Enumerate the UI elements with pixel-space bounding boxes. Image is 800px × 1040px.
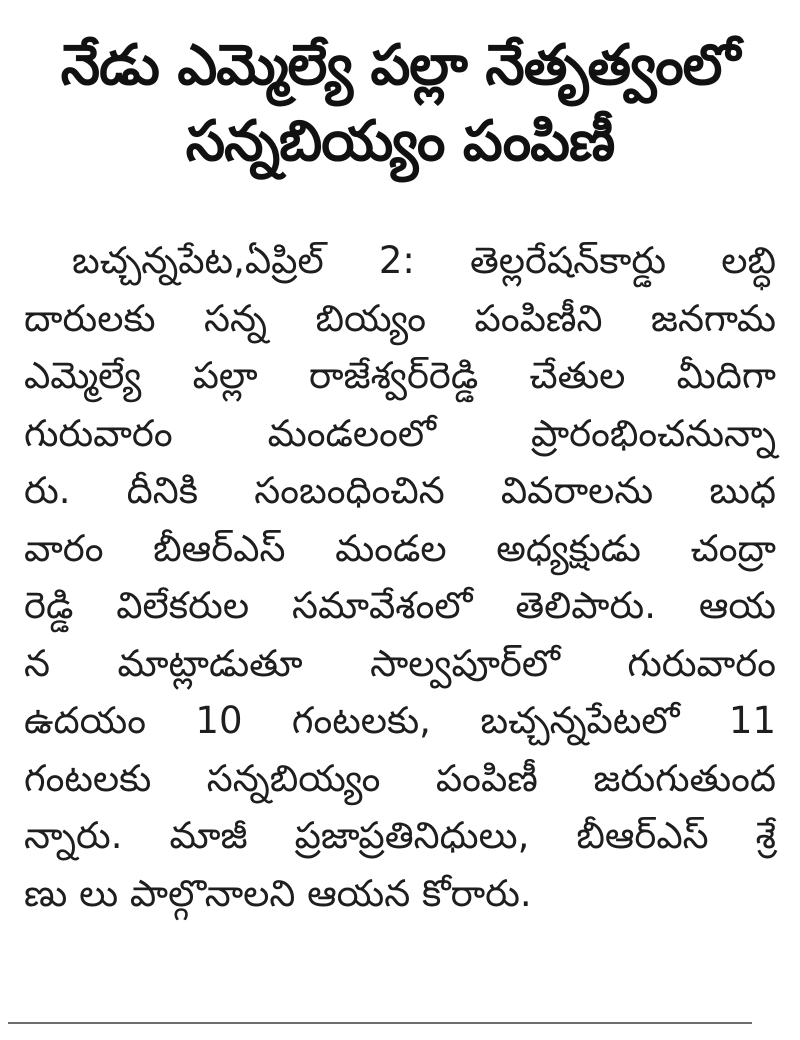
body-line-8: న మాట్లాడుతూ సాల్వపూర్‌లో గురువారం [24, 641, 776, 685]
body-line-10: గంటలకు సన్నబియ్యం పంపిణీ జరుగుతుంద [24, 756, 776, 800]
headline [0, 0, 800, 180]
headline-line-1: నేడు ఎమ్మెల్యే పల్లా నేతృత్వంలో [60, 33, 740, 98]
body-line-5: రు. దీనికి సంబంధించిన వివరాలను బుధ [24, 469, 776, 512]
body-line-9: ఉదయం 10 గంటలకు, బచ్చన్నపేటలో 11 [24, 699, 776, 742]
body-line-1: బచ్చన్నపేట,ఏప్రిల్ 2: తెల్లరేషన్‌కార్డు లబ్ధి [72, 239, 776, 282]
body-line-12: ణు లు పాల్గొనాలని ఆయన కోరారు. [24, 871, 532, 915]
body-line-2: దారులకు సన్న బియ్యం పంపిణీని జనగామ [24, 296, 776, 340]
bottom-divider [8, 1022, 752, 1024]
body-line-11: న్నారు. మాజీ ప్రజాప్రతినిధులు, బీఆర్‌ఎస్ శ్రే [24, 814, 776, 857]
headline-line-2: సన్నబియ్యం పంపిణీ [185, 109, 615, 174]
body-line-7: రెడ్డి విలేకరుల సమావేశంలో తెలిపారు. ఆయ [24, 584, 776, 627]
body-line-3: ఎమ్మెల్యే పల్లా రాజేశ్వర్‌రెడ్డి చేతుల మీదిగా [24, 354, 776, 397]
body-line-4: గురువారం మండలంలో ప్రారంభించనున్నా [24, 411, 776, 455]
body-line-6: వారం బీఆర్‌ఎస్ మండల అధ్యక్షుడు చంద్రా [24, 526, 776, 570]
article-body [24, 232, 776, 922]
